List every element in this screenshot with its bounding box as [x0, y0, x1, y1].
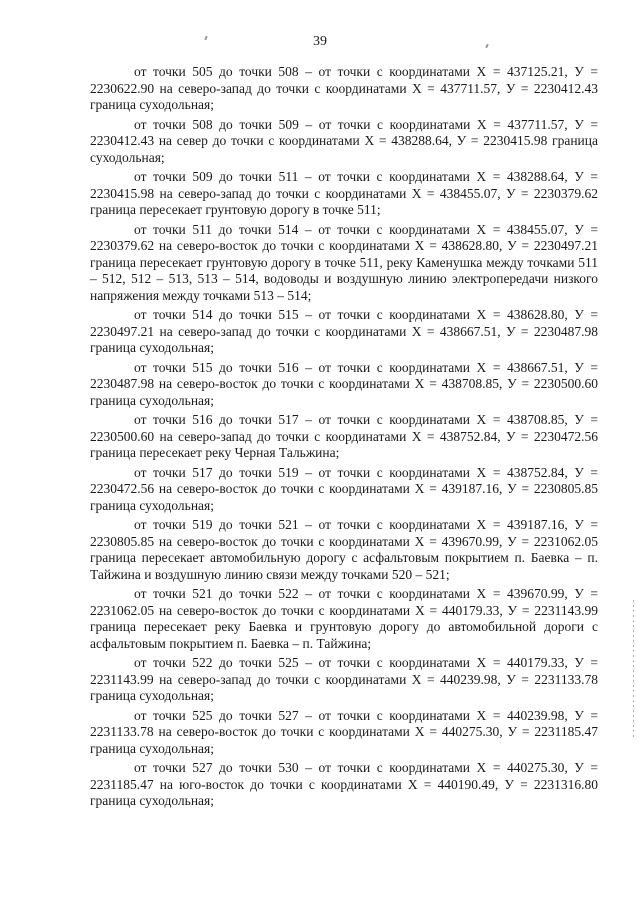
paragraph: от точки 505 до точки 508 – от точки с координатами Х = 437125.21, У = 2230622.90 на северо-запад до точки с координатами Х = 437711.57, У = 2230412.43 граница суходольная;: [90, 64, 598, 112]
paragraph: от точки 525 до точки 527 – от точки с координатами Х = 440239.98, У = 2231133.78 на северо-восток до точки с координатами Х = 440275.30, У = 2231185.47 граница суходольная;: [90, 707, 598, 756]
paragraph: от точки 519 до точки 521 – от точки с координатами Х = 439187.16, У = 2230805.85 на северо-восток до точки с координатами Х = 439670.99, У = 2231062.05 граница пересекает автомобильную дорогу с асфальтовым покрытием п. Баевка – п. Тайжина и воздушную линию связи между точками 520 – 521;: [90, 517, 598, 582]
paragraph: от точки 527 до точки 530 – от точки с координатами Х = 440275.30, У = 2231185.47 на юго-восток до точки с координатами Х = 440190.49, У = 2231316.80 граница суходольная;: [90, 760, 598, 808]
paragraph: от точки 515 до точки 516 – от точки с координатами Х = 438667.51, У = 2230487.98 на северо-восток до точки с координатами Х = 438708.85, У = 2230500.60 граница суходольная;: [90, 359, 598, 408]
paragraph: от точки 521 до точки 522 – от точки с координатами Х = 439670.99, У = 2231062.05 на северо-восток до точки с координатами Х = 440179.33, У = 2231143.99 граница пересекает реку Баевка и грунтовую дорогу до автомобильной дороги с асфальтовым покрытием п. Баевка – п. Тайжина;: [90, 586, 598, 651]
page-number: 39: [313, 34, 327, 49]
paragraph: от точки 514 до точки 515 – от точки с координатами Х = 438628.80, У = 2230497.21 на северо-запад до точки с координатами Х = 438667.51, У = 2230487.98 граница суходольная;: [90, 307, 598, 355]
document-body: [90, 64, 598, 813]
scan-edge-mark: [633, 600, 634, 740]
paragraph: от точки 522 до точки 525 – от точки с координатами Х = 440179.33, У = 2231143.99 на северо-запад до точки с координатами Х = 440239.98, У = 2231133.78 граница суходольная;: [90, 655, 598, 703]
paragraph: от точки 516 до точки 517 – от точки с координатами Х = 438708.85, У = 2230500.60 на северо-запад до точки с координатами Х = 438752.84, У = 2230472.56 граница пересекает реку Черная Тальжина;: [90, 412, 598, 460]
paragraph: от точки 517 до точки 519 – от точки с координатами Х = 438752.84, У = 2230472.56 на северо-восток до точки с координатами Х = 439187.16, У = 2230805.85 граница суходольная;: [90, 464, 598, 513]
paragraph: от точки 511 до точки 514 – от точки с координатами Х = 438455.07, У = 2230379.62 на северо-восток до точки с координатами Х = 438628.80, У = 2230497.21 граница пересекает грунтовую дорогу в точке 511, реку Каменушка между точками 511 – 512, 512 – 513, 513 – 514, водоводы и воздушную линию электропередачи низкого напряжения между точками 513 – 514;: [90, 221, 598, 303]
paragraph: от точки 509 до точки 511 – от точки с координатами Х = 438288.64, У = 2230415.98 на северо-запад до точки с координатами Х = 438455.07, У = 2230379.62 граница пересекает грунтовую дорогу в точке 511;: [90, 169, 598, 217]
paragraph: от точки 508 до точки 509 – от точки с координатами Х = 437711.57, У = 2230412.43 на север до точки с координатами Х = 438288.64, У = 2230415.98 граница суходольная;: [90, 116, 598, 165]
